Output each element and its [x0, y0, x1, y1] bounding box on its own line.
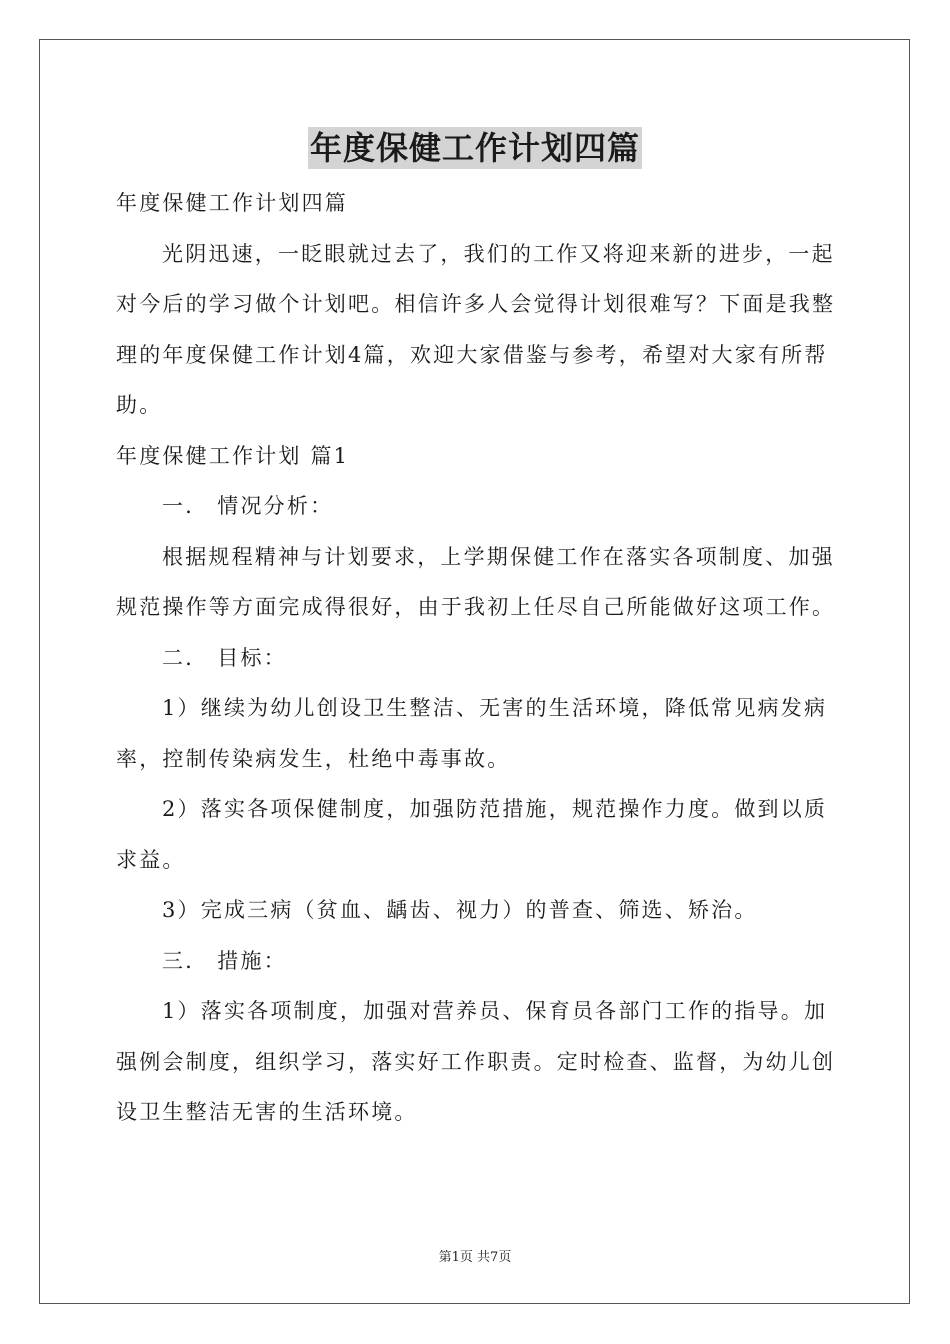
section-heading: 年度保健工作计划 篇1 [116, 443, 350, 468]
document-body [116, 178, 836, 1138]
paragraph-intro: 光阴迅速，一眨眼就过去了，我们的工作又将迎来新的进步，一起对今后的学习做个计划吧。相信许多人会觉得计划很难写？下面是我整理的年度保健工作计划4篇，欢迎大家借鉴与参考，希望对大家有所帮助。 [116, 241, 836, 417]
goal-item-2: 2）落实各项保健制度，加强防范措施，规范操作力度。做到以质求益。 [116, 797, 828, 872]
measure-item-1: 1）落实各项制度，加强对营养员、保育员各部门工作的指导。加强例会制度，组织学习，落实好工作职责。定时检查、监督，为幼儿创设卫生整洁无害的生活环境。 [116, 999, 836, 1124]
heading-measures: 三． 措施： [162, 948, 287, 973]
document-title: 年度保健工作计划四篇 [309, 129, 640, 167]
page-footer: 第1页 共7页 [438, 1250, 512, 1265]
heading-goals: 二． 目标： [162, 645, 287, 670]
heading-situation: 一． 情况分析： [162, 494, 334, 518]
paragraph-subtitle: 年度保健工作计划四篇 [116, 191, 348, 215]
goal-item-1: 1）继续为幼儿创设卫生整洁、无害的生活环境，降低常见病发病率，控制传染病发生，杜绝中毒事故。 [116, 696, 828, 771]
paragraph-situation: 根据规程精神与计划要求，上学期保健工作在落实各项制度、加强规范操作等方面完成得很好，由于我初上任尽自己所能做好这项工作。 [116, 544, 836, 619]
goal-item-3: 3）完成三病（贫血、龋齿、视力）的普查、筛选、矫治。 [162, 898, 758, 922]
title-container [0, 127, 950, 169]
